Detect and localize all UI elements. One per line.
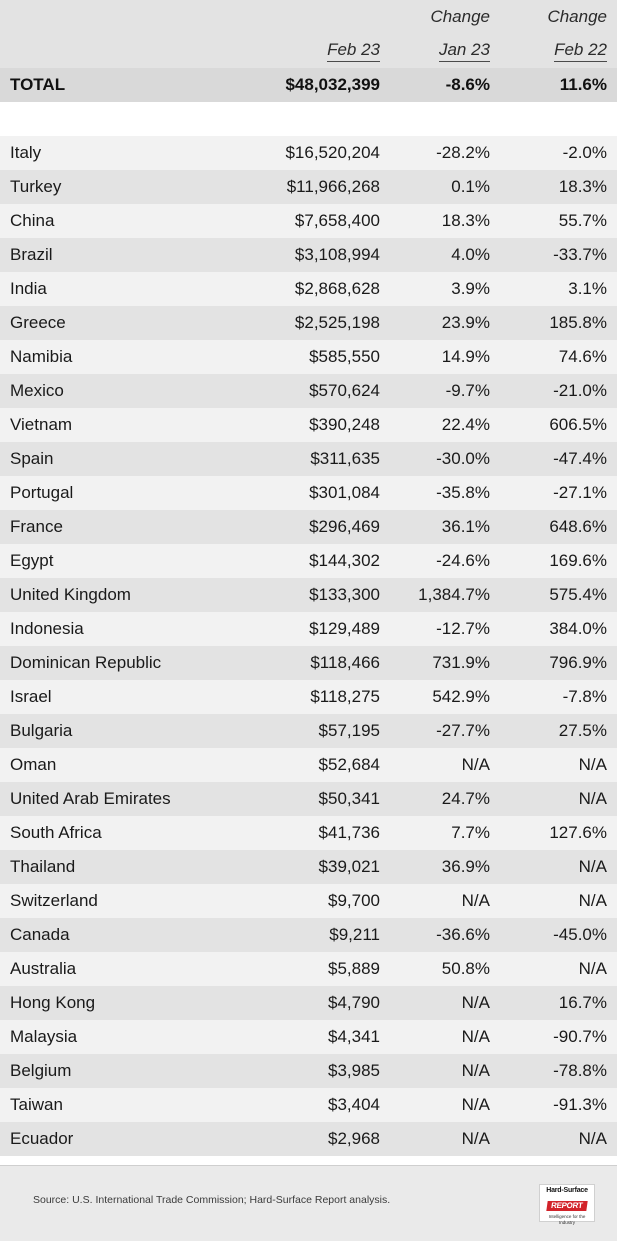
country-value: $311,635 (247, 442, 390, 476)
country-change-jan: 24.7% (390, 782, 500, 816)
table-row (0, 782, 617, 816)
country-value: $7,658,400 (247, 204, 390, 238)
country-change-jan: -24.6% (390, 544, 500, 578)
country-name: Spain (0, 442, 247, 476)
logo-line-1: Hard-Surface (546, 1187, 588, 1194)
country-change-feb: 185.8% (500, 306, 617, 340)
country-change-jan: N/A (390, 986, 500, 1020)
table-row (0, 952, 617, 986)
country-name: Italy (0, 136, 247, 170)
country-change-feb: 169.6% (500, 544, 617, 578)
table-row (0, 748, 617, 782)
country-change-jan: 50.8% (390, 952, 500, 986)
country-change-jan: 731.9% (390, 646, 500, 680)
country-change-jan: 7.7% (390, 816, 500, 850)
country-change-jan: N/A (390, 1020, 500, 1054)
country-name: Israel (0, 680, 247, 714)
country-change-jan: 22.4% (390, 408, 500, 442)
spacer-cell-2 (247, 102, 390, 136)
country-change-feb: -7.8% (500, 680, 617, 714)
spacer-cell-1 (0, 102, 247, 136)
country-value: $4,341 (247, 1020, 390, 1054)
header-blank-1 (0, 0, 247, 34)
country-value: $118,275 (247, 680, 390, 714)
country-change-jan: -36.6% (390, 918, 500, 952)
country-change-feb: 18.3% (500, 170, 617, 204)
country-value: $2,868,628 (247, 272, 390, 306)
country-value: $41,736 (247, 816, 390, 850)
spacer-cell-3 (390, 102, 500, 136)
country-change-jan: -27.7% (390, 714, 500, 748)
table-header-row-1 (0, 0, 617, 34)
country-name: Vietnam (0, 408, 247, 442)
country-name: Namibia (0, 340, 247, 374)
country-change-jan: 23.9% (390, 306, 500, 340)
table-row (0, 986, 617, 1020)
table-row (0, 850, 617, 884)
table-row (0, 918, 617, 952)
country-value: $585,550 (247, 340, 390, 374)
country-name: Portugal (0, 476, 247, 510)
table-row (0, 544, 617, 578)
country-change-jan: 542.9% (390, 680, 500, 714)
country-change-feb: 74.6% (500, 340, 617, 374)
country-name: Australia (0, 952, 247, 986)
country-value: $57,195 (247, 714, 390, 748)
total-label: TOTAL (0, 68, 247, 102)
country-value: $144,302 (247, 544, 390, 578)
country-name: Hong Kong (0, 986, 247, 1020)
table-row (0, 1088, 617, 1122)
table-row (0, 374, 617, 408)
total-value: $48,032,399 (247, 68, 390, 102)
country-value: $3,404 (247, 1088, 390, 1122)
logo-line-2: REPORT (547, 1201, 588, 1211)
table-row (0, 1020, 617, 1054)
country-value: $2,525,198 (247, 306, 390, 340)
country-value: $570,624 (247, 374, 390, 408)
country-value: $118,466 (247, 646, 390, 680)
country-change-feb: -2.0% (500, 136, 617, 170)
country-change-jan: -28.2% (390, 136, 500, 170)
table-body (0, 0, 617, 136)
total-change-jan: -8.6% (390, 68, 500, 102)
table-row (0, 1054, 617, 1088)
country-name: France (0, 510, 247, 544)
country-change-feb: -90.7% (500, 1020, 617, 1054)
header-blank-2 (247, 0, 390, 34)
header-feb-23-label: Feb 23 (327, 40, 380, 62)
country-name: Brazil (0, 238, 247, 272)
country-value: $9,211 (247, 918, 390, 952)
table-row (0, 714, 617, 748)
country-name: Canada (0, 918, 247, 952)
country-change-feb: -45.0% (500, 918, 617, 952)
country-value: $50,341 (247, 782, 390, 816)
country-name: Turkey (0, 170, 247, 204)
country-change-feb: 648.6% (500, 510, 617, 544)
header-feb-23 (247, 34, 390, 68)
country-change-feb: N/A (500, 782, 617, 816)
country-value: $133,300 (247, 578, 390, 612)
country-name: South Africa (0, 816, 247, 850)
header-change-feb-top: Change (500, 0, 617, 34)
footer (0, 1165, 617, 1241)
hard-surface-report-logo (539, 1184, 595, 1225)
spacer-row (0, 102, 617, 136)
country-name: India (0, 272, 247, 306)
country-value: $9,700 (247, 884, 390, 918)
country-change-jan: 36.1% (390, 510, 500, 544)
country-change-feb: 606.5% (500, 408, 617, 442)
country-name: Indonesia (0, 612, 247, 646)
country-change-jan: 1,384.7% (390, 578, 500, 612)
table-row (0, 1122, 617, 1156)
country-change-jan: 36.9% (390, 850, 500, 884)
country-value: $2,968 (247, 1122, 390, 1156)
header-feb-22-label: Feb 22 (554, 40, 607, 62)
country-change-jan: 3.9% (390, 272, 500, 306)
country-change-feb: 796.9% (500, 646, 617, 680)
country-change-jan: -9.7% (390, 374, 500, 408)
country-change-jan: 0.1% (390, 170, 500, 204)
country-value: $16,520,204 (247, 136, 390, 170)
table-row (0, 442, 617, 476)
country-change-jan: -35.8% (390, 476, 500, 510)
country-value: $129,489 (247, 612, 390, 646)
table-row (0, 578, 617, 612)
table-row (0, 340, 617, 374)
country-change-feb: -27.1% (500, 476, 617, 510)
country-change-feb: N/A (500, 748, 617, 782)
header-jan-23-label: Jan 23 (439, 40, 490, 62)
country-rows (0, 136, 617, 1156)
table-row (0, 476, 617, 510)
country-value: $39,021 (247, 850, 390, 884)
country-change-feb: 16.7% (500, 986, 617, 1020)
country-value: $52,684 (247, 748, 390, 782)
country-name: Oman (0, 748, 247, 782)
country-change-jan: N/A (390, 1088, 500, 1122)
country-change-feb: 3.1% (500, 272, 617, 306)
country-change-feb: N/A (500, 952, 617, 986)
country-change-feb: -21.0% (500, 374, 617, 408)
table-row (0, 816, 617, 850)
country-name: Mexico (0, 374, 247, 408)
table-header-row-2 (0, 34, 617, 68)
country-change-jan: -30.0% (390, 442, 500, 476)
table-row (0, 408, 617, 442)
table-row (0, 170, 617, 204)
country-name: Thailand (0, 850, 247, 884)
country-change-jan: -12.7% (390, 612, 500, 646)
table-row (0, 272, 617, 306)
table-row (0, 612, 617, 646)
table-row (0, 884, 617, 918)
table-row (0, 136, 617, 170)
country-change-jan: N/A (390, 1054, 500, 1088)
country-change-feb: 127.6% (500, 816, 617, 850)
country-change-feb: -91.3% (500, 1088, 617, 1122)
header-blank-3 (0, 34, 247, 68)
country-change-jan: N/A (390, 1122, 500, 1156)
source-note: Source: U.S. International Trade Commission; Hard-Surface Report analysis. (33, 1194, 391, 1206)
country-name: Egypt (0, 544, 247, 578)
country-change-feb: N/A (500, 884, 617, 918)
table-row (0, 510, 617, 544)
country-change-feb: -33.7% (500, 238, 617, 272)
country-value: $301,084 (247, 476, 390, 510)
country-name: Switzerland (0, 884, 247, 918)
country-value: $3,985 (247, 1054, 390, 1088)
country-name: Dominican Republic (0, 646, 247, 680)
country-change-jan: N/A (390, 748, 500, 782)
table-row (0, 646, 617, 680)
total-row (0, 68, 617, 102)
table-row (0, 238, 617, 272)
header-change-jan-top: Change (390, 0, 500, 34)
country-change-feb: 55.7% (500, 204, 617, 238)
country-change-feb: 575.4% (500, 578, 617, 612)
country-change-jan: 4.0% (390, 238, 500, 272)
country-name: Ecuador (0, 1122, 247, 1156)
country-change-feb: N/A (500, 1122, 617, 1156)
country-name: Taiwan (0, 1088, 247, 1122)
logo-line-3: Intelligence for the Industry (548, 1214, 586, 1225)
spacer-cell-4 (500, 102, 617, 136)
table-row (0, 306, 617, 340)
country-value: $3,108,994 (247, 238, 390, 272)
country-change-feb: -78.8% (500, 1054, 617, 1088)
country-name: United Kingdom (0, 578, 247, 612)
country-name: Malaysia (0, 1020, 247, 1054)
country-change-jan: 14.9% (390, 340, 500, 374)
country-name: China (0, 204, 247, 238)
country-value: $4,790 (247, 986, 390, 1020)
header-feb-22 (500, 34, 617, 68)
table-row (0, 204, 617, 238)
country-change-feb: 27.5% (500, 714, 617, 748)
country-change-feb: -47.4% (500, 442, 617, 476)
country-value: $390,248 (247, 408, 390, 442)
country-name: United Arab Emirates (0, 782, 247, 816)
country-change-feb: N/A (500, 850, 617, 884)
country-change-jan: N/A (390, 884, 500, 918)
country-value: $11,966,268 (247, 170, 390, 204)
country-value: $296,469 (247, 510, 390, 544)
table-row (0, 680, 617, 714)
country-value: $5,889 (247, 952, 390, 986)
country-change-jan: 18.3% (390, 204, 500, 238)
total-change-feb: 11.6% (500, 68, 617, 102)
country-change-feb: 384.0% (500, 612, 617, 646)
country-name: Bulgaria (0, 714, 247, 748)
country-name: Belgium (0, 1054, 247, 1088)
country-name: Greece (0, 306, 247, 340)
header-jan-23 (390, 34, 500, 68)
